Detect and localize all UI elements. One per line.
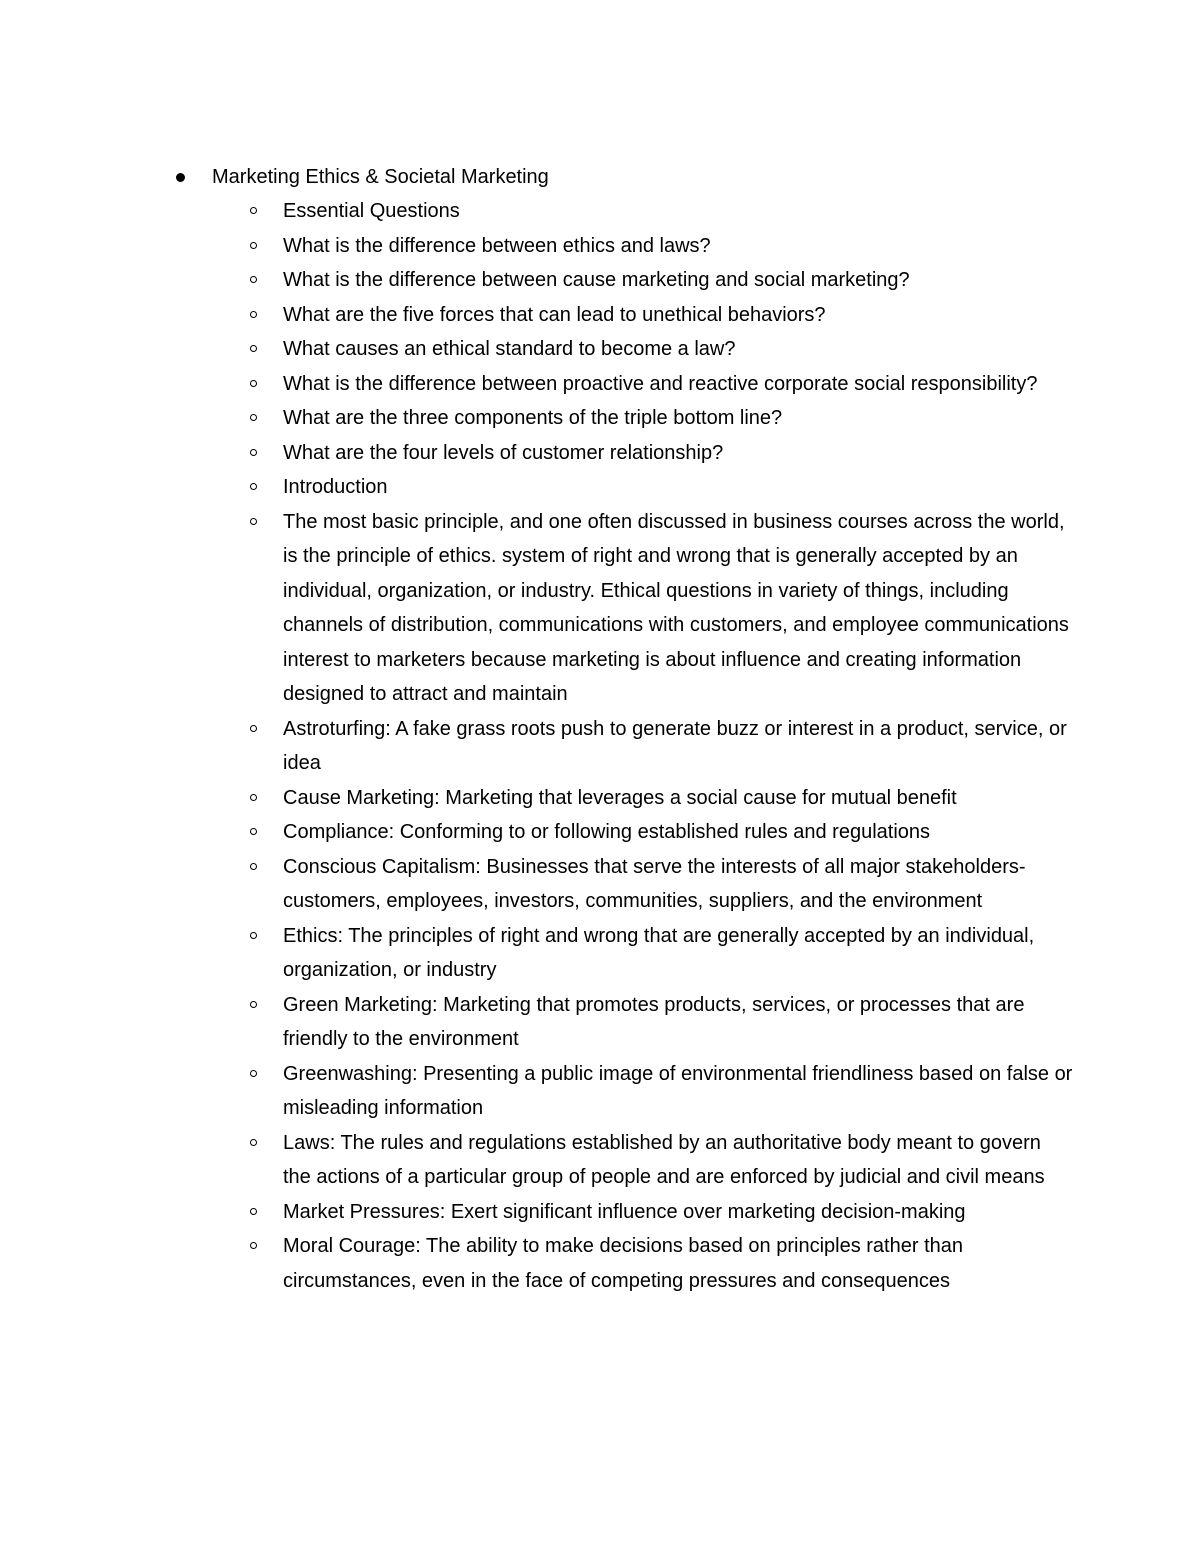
- hollow-bullet-icon: [250, 449, 257, 456]
- list-item-text: Astroturfing: A fake grass roots push to generate buzz or interest in a product, service, or idea: [283, 717, 1067, 774]
- hollow-bullet-icon: [250, 828, 257, 835]
- hollow-bullet-icon: [250, 932, 257, 939]
- list-item-text: What are the five forces that can lead to unethical behaviors?: [283, 303, 826, 326]
- hollow-bullet-icon: [250, 1001, 257, 1008]
- list-item-text: Moral Courage: The ability to make decisions based on principles rather than circumstances, even in the face of competing pressures and consequences: [283, 1235, 963, 1292]
- list-item-text: What causes an ethical standard to become a law?: [283, 338, 736, 360]
- hollow-bullet-icon: [250, 1242, 257, 1249]
- hollow-bullet-icon: [250, 483, 257, 490]
- list-item-text: What is the difference between proactive and reactive corporate social responsibility?: [283, 372, 1038, 395]
- list-item: [283, 1126, 1073, 1195]
- list-item-text: Ethics: The principles of right and wrong that are generally accepted by an individual, organization, or industry: [283, 924, 1035, 981]
- list-item: [283, 298, 1073, 333]
- list-item: [283, 1229, 1073, 1298]
- list-item-text: Market Pressures: Exert significant influence over marketing decision-making: [283, 1200, 966, 1223]
- list-item-text: Laws: The rules and regulations established by an authoritative body meant to govern the actions of a particular group of people and are enforced by judicial and civil means: [283, 1131, 1045, 1188]
- list-item: [283, 367, 1073, 402]
- list-item: [283, 1195, 1073, 1230]
- list-item-text: Conscious Capitalism: Businesses that serve the interests of all major stakeholders- customers, employees, investors, communities, suppliers, and the environment: [283, 855, 1026, 912]
- list-item-text: What are the four levels of customer relationship?: [283, 441, 724, 464]
- list-item-text: What is the difference between cause marketing and social marketing?: [283, 269, 910, 291]
- hollow-bullet-icon: [250, 207, 257, 214]
- list-item: [283, 919, 1073, 988]
- section-heading: Marketing Ethics & Societal Marketing: [212, 166, 549, 188]
- list-item-text: Essential Questions: [283, 200, 460, 222]
- list-item: [283, 815, 1073, 850]
- hollow-bullet-icon: [250, 276, 257, 283]
- list-item-text: Introduction: [283, 476, 388, 498]
- list-item: [283, 505, 1073, 712]
- hollow-bullet-icon: [250, 518, 257, 525]
- hollow-bullet-icon: [250, 1139, 257, 1146]
- hollow-bullet-icon: [250, 794, 257, 801]
- hollow-bullet-icon: [250, 311, 257, 318]
- list-item: [283, 712, 1073, 781]
- hollow-bullet-icon: [250, 725, 257, 732]
- list-item: [283, 988, 1073, 1057]
- list-item: [283, 332, 1073, 367]
- hollow-bullet-icon: [250, 414, 257, 421]
- sub-bullet-list: [283, 194, 1073, 1298]
- list-item: [283, 436, 1073, 471]
- list-item: [283, 470, 1073, 505]
- list-item: [283, 194, 1073, 229]
- hollow-bullet-icon: [250, 242, 257, 249]
- list-item: [283, 229, 1073, 264]
- list-item-text: Cause Marketing: Marketing that leverages a social cause for mutual benefit: [283, 786, 957, 809]
- list-item: [283, 263, 1073, 298]
- hollow-bullet-icon: [250, 345, 257, 352]
- filled-bullet-icon: [176, 173, 185, 182]
- hollow-bullet-icon: [250, 1070, 257, 1077]
- list-item: [283, 850, 1073, 919]
- list-item-text: Compliance: Conforming to or following established rules and regulations: [283, 821, 931, 843]
- hollow-bullet-icon: [250, 863, 257, 870]
- list-item-text: The most basic principle, and one often discussed in business courses across the world, is the principle of ethics. system of right and wrong that is generally accepted by an individual, organization, or industry. Ethical questions in variety of things, including channels of distribution, communications with customers, and employee communications interest to marketers because marketing is about influence and creating information designed to attract and maintain: [283, 510, 1069, 705]
- list-item: [283, 401, 1073, 436]
- list-item: [283, 1057, 1073, 1126]
- hollow-bullet-icon: [250, 380, 257, 387]
- hollow-bullet-icon: [250, 1208, 257, 1215]
- top-bullet-item: [212, 160, 1112, 195]
- list-item: [283, 781, 1073, 816]
- list-item-text: What is the difference between ethics and laws?: [283, 234, 711, 257]
- list-item-text: What are the three components of the triple bottom line?: [283, 407, 783, 429]
- list-item-text: Green Marketing: Marketing that promotes products, services, or processes that are friendly to the environment: [283, 993, 1025, 1050]
- list-item-text: Greenwashing: Presenting a public image of environmental friendliness based on false or misleading information: [283, 1062, 1073, 1119]
